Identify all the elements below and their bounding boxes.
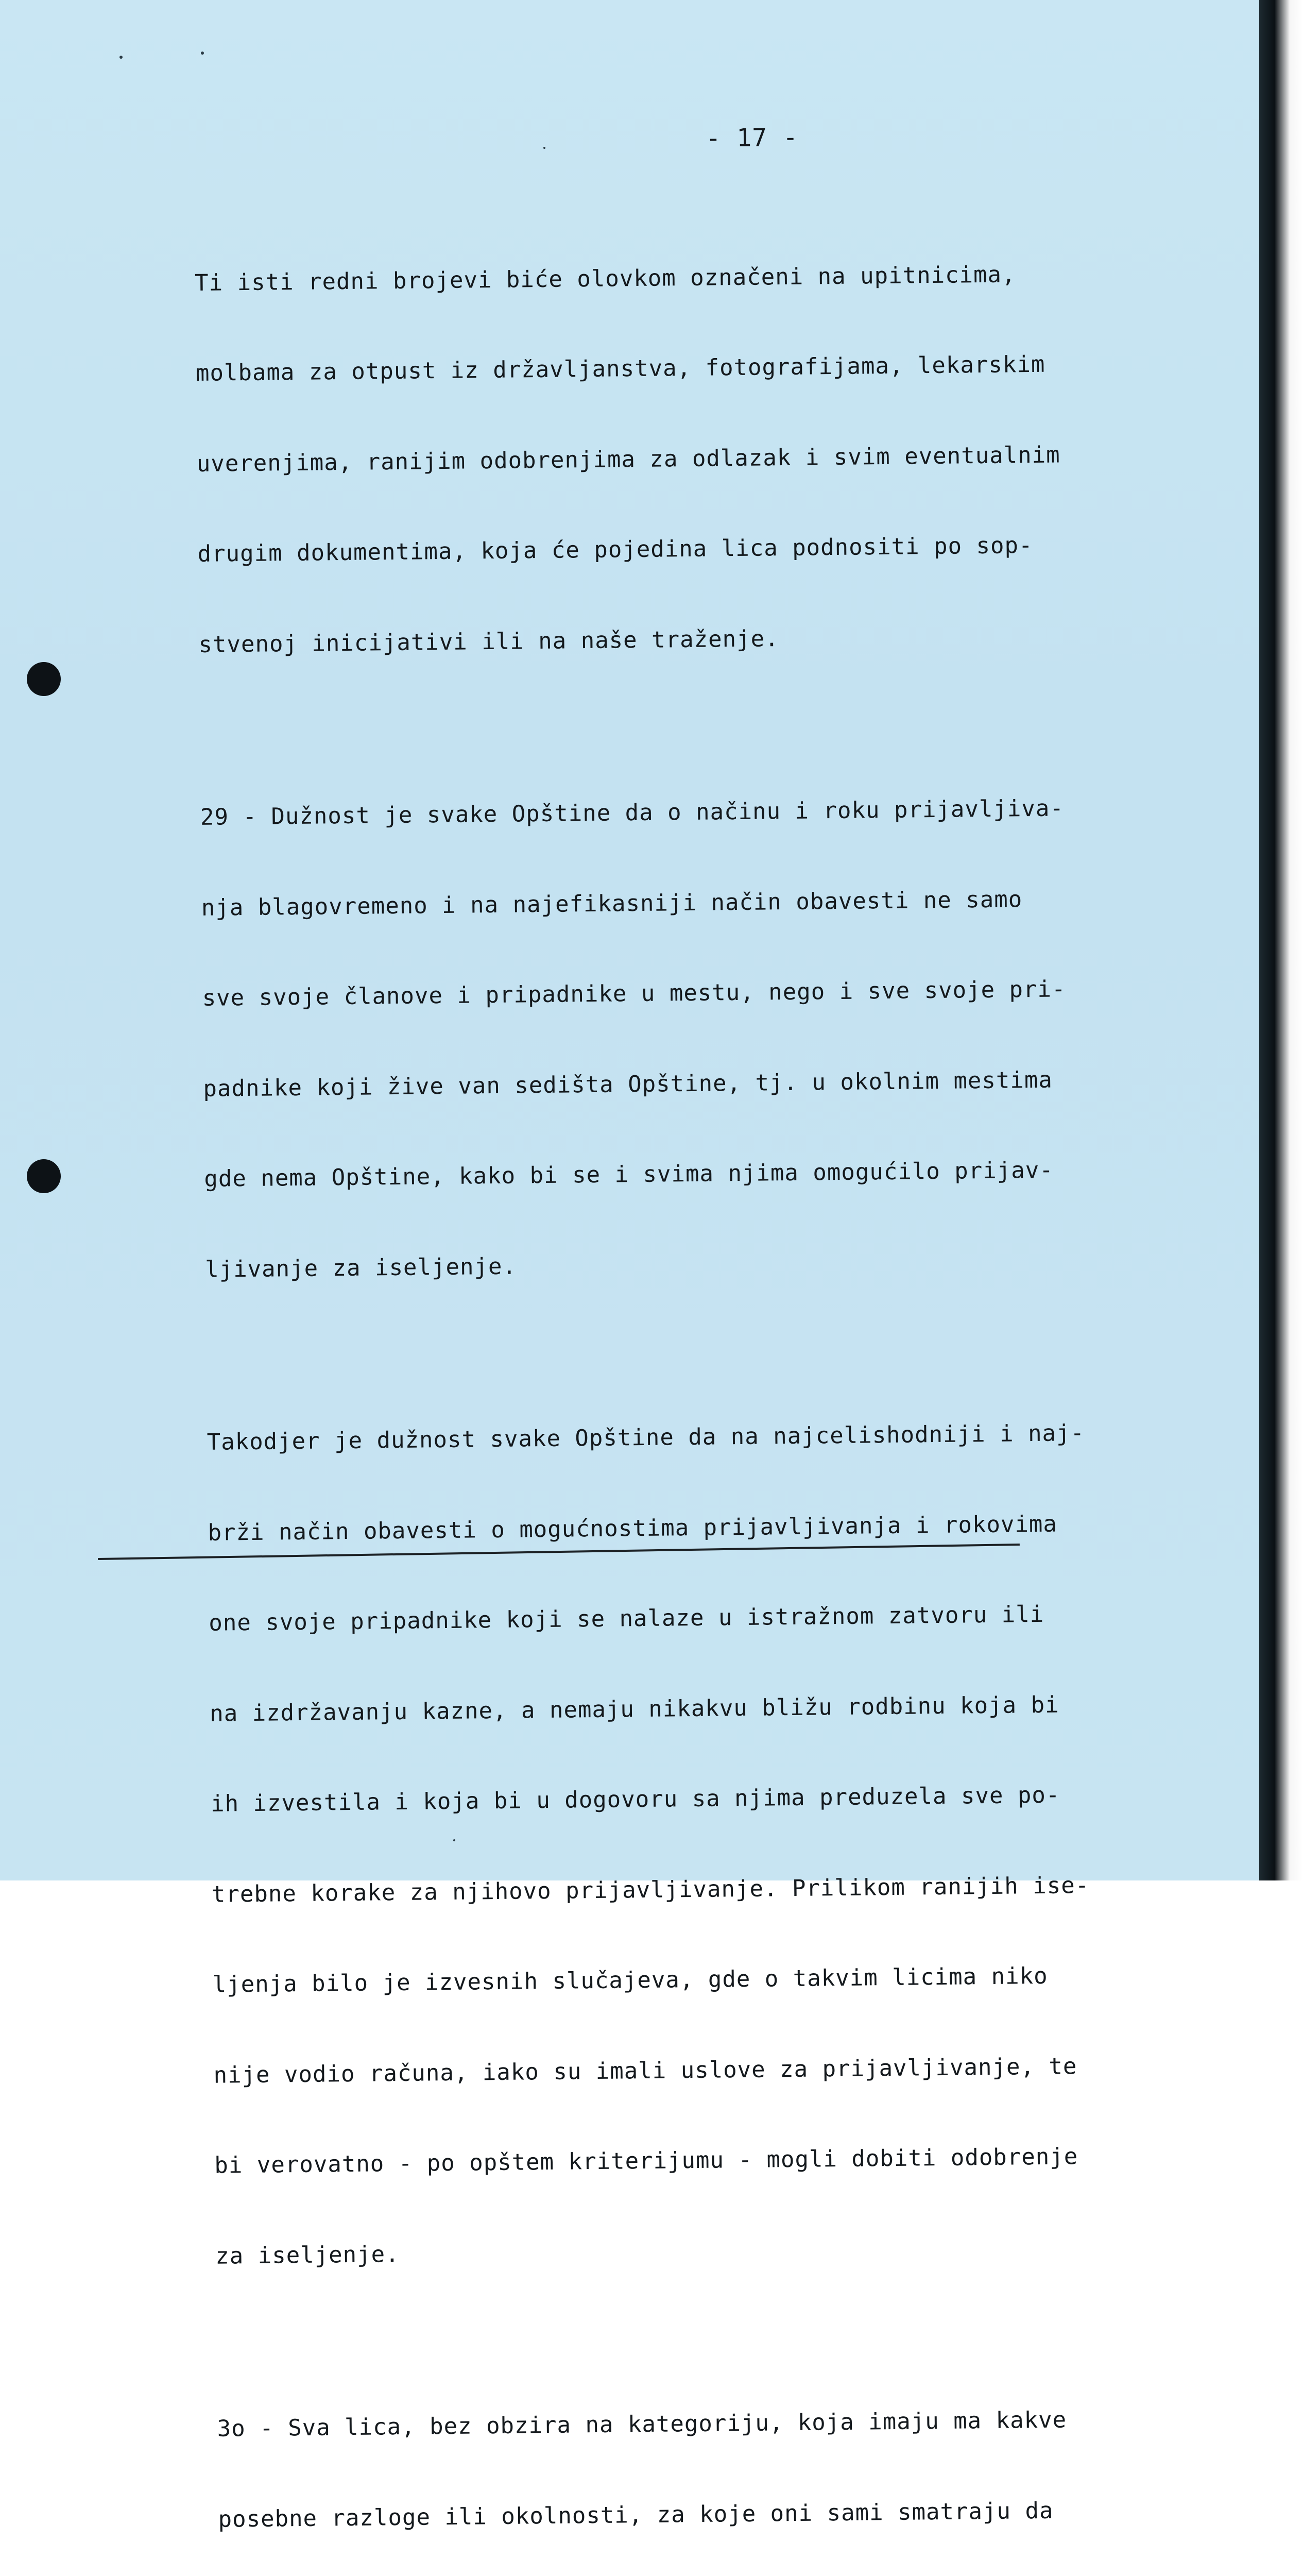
typewritten-text (193, 118, 1235, 2576)
text-line: ljenja bilo je izvesnih slučajeva, gde o takvim licima niko (212, 1962, 1048, 1998)
paragraph-29 (199, 732, 1194, 1345)
text-line: uverenjima, ranijim odobrenjima za odlazak i svim eventualnim (196, 441, 1060, 477)
punch-hole-top (27, 662, 61, 696)
scan-edge (1259, 0, 1303, 1880)
text-line: ljivanje za iseljenje. (204, 1253, 517, 1283)
text-line: bi verovatno - po opštem kriterijumu - mogli dobiti odobrenje (214, 2143, 1078, 2179)
page-number: - 17 - (706, 123, 799, 153)
text-line: one svoje pripadnike koji se nalaze u istražnom zatvoru ili (209, 1601, 1044, 1636)
text-line: 29 - Dužnost je svake Opštine da o načinu i roku prijavljiva- (200, 795, 1065, 831)
punch-hole-bottom (27, 1159, 61, 1193)
text-line: sve svoje članove i pripadnike u mestu, nego i sve svoje pri- (202, 976, 1066, 1011)
text-line: Takodjer je dužnost svake Opštine da na najcelishodniji i naj- (207, 1420, 1085, 1455)
text-line: ih izvestila i koja bi u dogovoru sa njima preduzela sve po- (210, 1782, 1060, 1817)
text-line: za iseljenje. (215, 2241, 400, 2269)
text-line: gde nema Opštine, kako bi se i svima njima omogućilo prijav- (204, 1157, 1054, 1192)
paper-speck (201, 52, 204, 55)
text-line: stvenoj inicijativi ili na naše traženje. (198, 625, 779, 658)
text-line: posebne razloge ili okolnosti, za koje oni sami smatraju da (218, 2497, 1054, 2533)
text-line: drugim dokumentima, koja će pojedina lica podnositi po sop- (197, 532, 1033, 567)
text-line: trebne korake za njihovo prijavljivanje. Prilikom ranijih ise- (211, 1872, 1090, 1908)
text-line: nije vodio računa, iako su imali uslove za prijavljivanje, te (213, 2053, 1077, 2089)
paragraph-intro (194, 197, 1188, 720)
text-line: padnike koji žive van sedišta Opštine, tj. u okolnim mestima (203, 1066, 1053, 1102)
paragraph-30 (216, 2344, 1216, 2576)
text-line: nja blagovremeno i na najefikasniji način obavesti ne samo (201, 886, 1023, 921)
text-line: Ti isti redni brojevi biće olovkom označeni na upitnicima, (194, 261, 1016, 296)
text-line: na izdržavanju kazne, a nemaju nikakvu bližu rodbinu koja bi (209, 1691, 1059, 1727)
paragraph-29-continued (206, 1357, 1205, 2332)
text-line: 3o - Sva lica, bez obzira na kategoriju, koja imaju ma kakve (217, 2406, 1067, 2442)
text-line: molbama za otpust iz državljanstva, fotografijama, lekarskim (195, 351, 1045, 386)
text-line: brži način obavesti o mogućnostima prijavljivanja i rokovima (208, 1511, 1058, 1546)
paper-speck (119, 56, 123, 59)
